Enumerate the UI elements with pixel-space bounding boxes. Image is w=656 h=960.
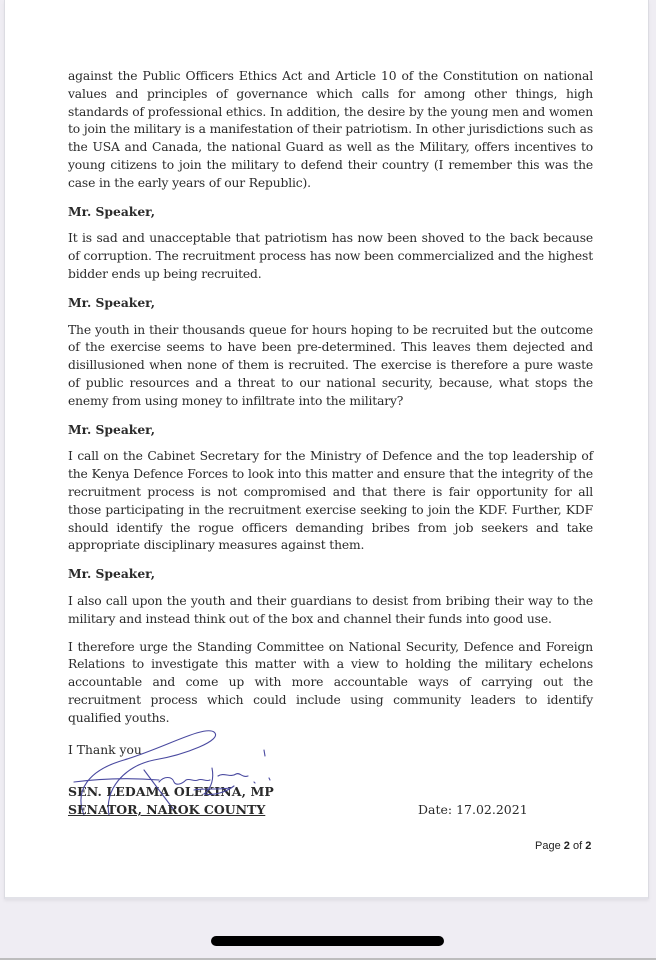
signature-block	[68, 742, 593, 820]
signatory-name: SEN. LEDAMA OLEKINA, MP	[68, 784, 274, 800]
current-page: 2	[563, 840, 570, 852]
salutation-heading: Mr. Speaker,	[68, 294, 156, 310]
home-indicator[interactable]	[211, 936, 444, 946]
page-number: Page 2 of 2	[535, 840, 592, 852]
salutation-heading: Mr. Speaker,	[68, 421, 156, 437]
paragraph: The youth in their thousands queue for hours hoping to be recruited but the outcome of the exercise seems to have been pre-determined. This leaves them dejected and disillusioned when none of them is recruited. The exercise is therefore a pure waste of public resources and a threat to our national security, because, what stops the enemy from using money to infiltrate into the military?	[68, 322, 593, 408]
document-date: Date: 17.02.2021	[418, 802, 528, 818]
paragraph: against the Public Officers Ethics Act and Article 10 of the Constitution on national values and principles of governance which calls for among other things, high standards of professional ethics. In addition, the desire by the young men and women to join the military is a manifestation of their patriotism. In other jurisdictions such as the USA and Canada, the national Guard as well as the Military, offers incentives to young citizens to join the military to defend their country (I remember this was the case in the early years of our Republic).	[68, 69, 593, 190]
paragraph: I call on the Cabinet Secretary for the Ministry of Defence and the top leadership of the Kenya Defence Forces to look into this matter and ensure that the integrity of the recruitment process is not compromised and that there is fair opportunity for all those participating in the recruitment exercise seeking to join the KDF. Further, KDF should identify the rogue officers demanding bribes from job seekers and take appropriate disciplinary measures against them.	[68, 449, 593, 553]
paragraph: I also call upon the youth and their guardians to desist from bribing their way to the military and instead think out of the box and channel their funds into good use.	[68, 593, 593, 626]
paragraph: It is sad and unacceptable that patriotism has now been shoved to the back because of corruption. The recruitment process has now been commercialized and the highest bidder ends up being recruited.	[68, 231, 593, 281]
closing-text: I Thank you	[68, 742, 142, 757]
paragraph: I therefore urge the Standing Committee on National Security, Defence and Foreign Relations to investigate this matter with a view to holding the military echelons accountable and come up with more accountable ways of carrying out the recruitment process which could include using community leaders to identify qualified youths.	[68, 639, 593, 725]
document-body	[68, 68, 593, 819]
signatory-title: SENATOR, NAROK COUNTY	[68, 802, 266, 818]
total-pages: 2	[585, 840, 592, 852]
salutation-heading: Mr. Speaker,	[68, 566, 156, 582]
salutation-heading: Mr. Speaker,	[68, 203, 156, 219]
document-page	[4, 0, 649, 899]
